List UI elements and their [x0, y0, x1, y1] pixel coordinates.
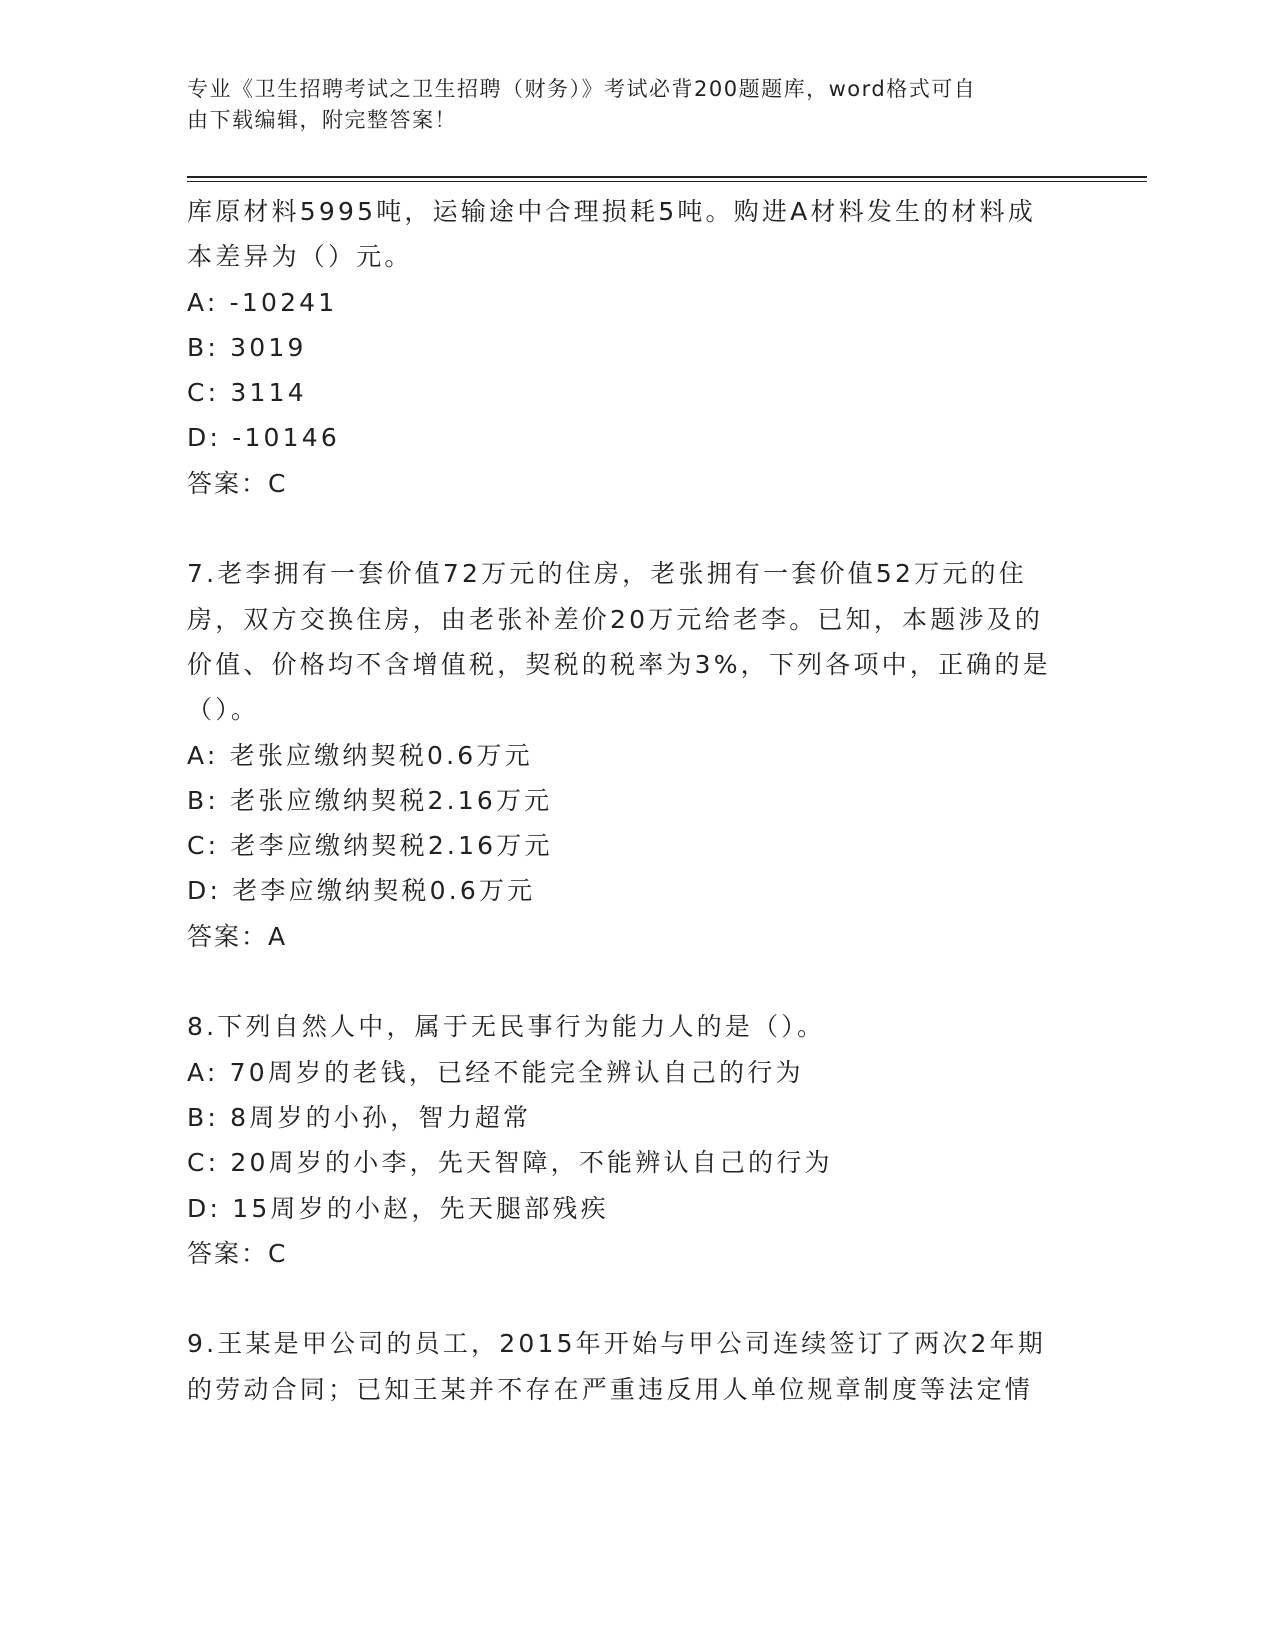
question-text-line: 价值、价格均不含增值税，契税的税率为3%，下列各项中，正确的是 — [187, 649, 1051, 679]
question-9 — [187, 1321, 1087, 1412]
header-line-1: 专业《卫生招聘考试之卫生招聘（财务）》考试必背200题题库，word格式可自 — [187, 77, 977, 101]
spacer — [187, 506, 1087, 551]
option-c: C: 老李应缴纳契税2.16万元 — [187, 831, 553, 861]
question-text-line: 房，双方交换住房，由老张补差价20万元给老李。已知，本题涉及的 — [187, 604, 1044, 634]
header-line-2: 由下载编辑，附完整答案！ — [187, 108, 457, 132]
question-text-line: 本差异为（）元。 — [187, 242, 413, 272]
answer: 答案：C — [187, 468, 288, 498]
question-8 — [187, 1004, 1087, 1276]
question-text-line: 7.老李拥有一套价值72万元的住房，老张拥有一套价值52万元的住 — [187, 559, 1027, 589]
option-b: B: 3019 — [187, 332, 307, 362]
header-rule-thin — [187, 181, 1147, 182]
document-header — [187, 74, 1067, 136]
question-text-line: 库原材料5995吨，运输途中合理损耗5吨。购进A材料发生的材料成 — [187, 197, 1037, 226]
option-a: A: 老张应缴纳契税0.6万元 — [187, 740, 533, 770]
option-a: A: -10241 — [187, 287, 338, 317]
question-text-line: 9.王某是甲公司的员工，2015年开始与甲公司连续签订了两次2年期 — [187, 1329, 1046, 1359]
spacer — [187, 959, 1087, 1004]
option-a: A: 70周岁的老钱，已经不能完全辨认自己的行为 — [187, 1057, 804, 1087]
answer: 答案：A — [187, 921, 288, 951]
question-text-line: （）。 — [187, 695, 260, 725]
option-c: C: 3114 — [187, 378, 307, 408]
option-d: D: 老李应缴纳契税0.6万元 — [187, 876, 536, 906]
option-d: D: -10146 — [187, 423, 340, 453]
option-d: D: 15周岁的小赵，先天腿部残疾 — [187, 1193, 609, 1223]
question-6 — [187, 189, 1087, 506]
document-body — [187, 189, 1087, 1412]
question-text-line: 的劳动合同；已知王某并不存在严重违反用人单位规章制度等法定情 — [187, 1374, 1034, 1404]
spacer — [187, 1276, 1087, 1321]
option-b: B: 老张应缴纳契税2.16万元 — [187, 785, 553, 815]
option-c: C: 20周岁的小李，先天智障，不能辨认自己的行为 — [187, 1148, 833, 1178]
answer: 答案：C — [187, 1238, 288, 1268]
question-text-line: 8.下列自然人中，属于无民事行为能力人的是（）。 — [187, 1012, 826, 1042]
question-7 — [187, 551, 1087, 959]
header-rule-thick — [187, 176, 1147, 178]
option-b: B: 8周岁的小孙，智力超常 — [187, 1102, 532, 1132]
